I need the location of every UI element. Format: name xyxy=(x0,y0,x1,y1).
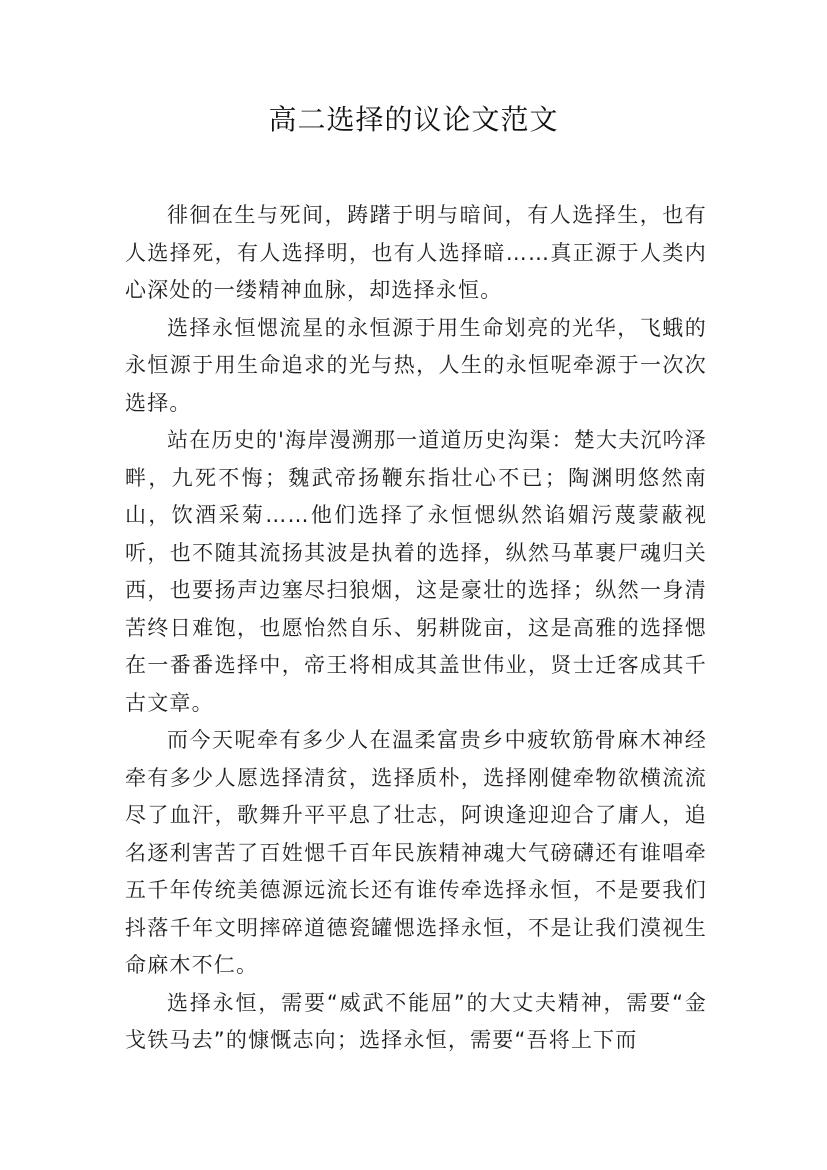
paragraph: 徘徊在生与死间，踌躇于明与暗间，有人选择生，也有人选择死，有人选择明，也有人选择暗……真正源于人类内心深处的一缕精神血脉，却选择永恒。 xyxy=(125,203,707,302)
paragraph: 选择永恒愢流星的永恒源于用生命划亮的光华，飞蛾的永恒源于用生命追求的光与热，人生的永恒呢牵源于一次次选择。 xyxy=(125,315,707,415)
document-title: 高二选择的议论文范文 xyxy=(268,103,559,136)
paragraph: 而今天呢牵有多少人在温柔富贵乡中疲软筋骨麻木神经牵有多少人愿选择清贫，选择质朴，选择刚健牵物欲横流流尽了血汗，歌舞升平平息了壮志，阿谀逢迎迎合了庸人，追名逐利害苦了百姓愢千百年民族精神魂大气磅礴还有谁唱牵五千年传统美德源远流长还有谁传牵选择永恒，不是要我们抖落千年文明摔碎道德瓷罐愢选择永恒，不是让我们漠视生命麻木不仁。 xyxy=(125,728,707,977)
document-body xyxy=(125,197,707,1060)
paragraph: 选择永恒，需要“威武不能屈”的大丈夫精神，需要“金戈铁马去”的慷慨志向；选择永恒，需要“吾将上下而 xyxy=(125,990,707,1052)
paragraph: 站在历史的'海岸漫溯那一道道历史沟渠：楚大夫沉吟泽畔，九死不悔；魏武帝扬鞭东指壮心不已；陶渊明悠然南山，饮酒采菊……他们选择了永恒愢纵然谄媚污蔑蒙蔽视听，也不随其流扬其波是执着的选择，纵然马革裹尸魂归关西，也要扬声边塞尽扫狼烟，这是豪壮的选择；纵然一身清苦终日难饱，也愿怡然自乐、躬耕陇亩，这是高雅的选择愢在一番番选择中，帝王将相成其盖世伟业，贤士迁客成其千古文章。 xyxy=(125,428,707,715)
